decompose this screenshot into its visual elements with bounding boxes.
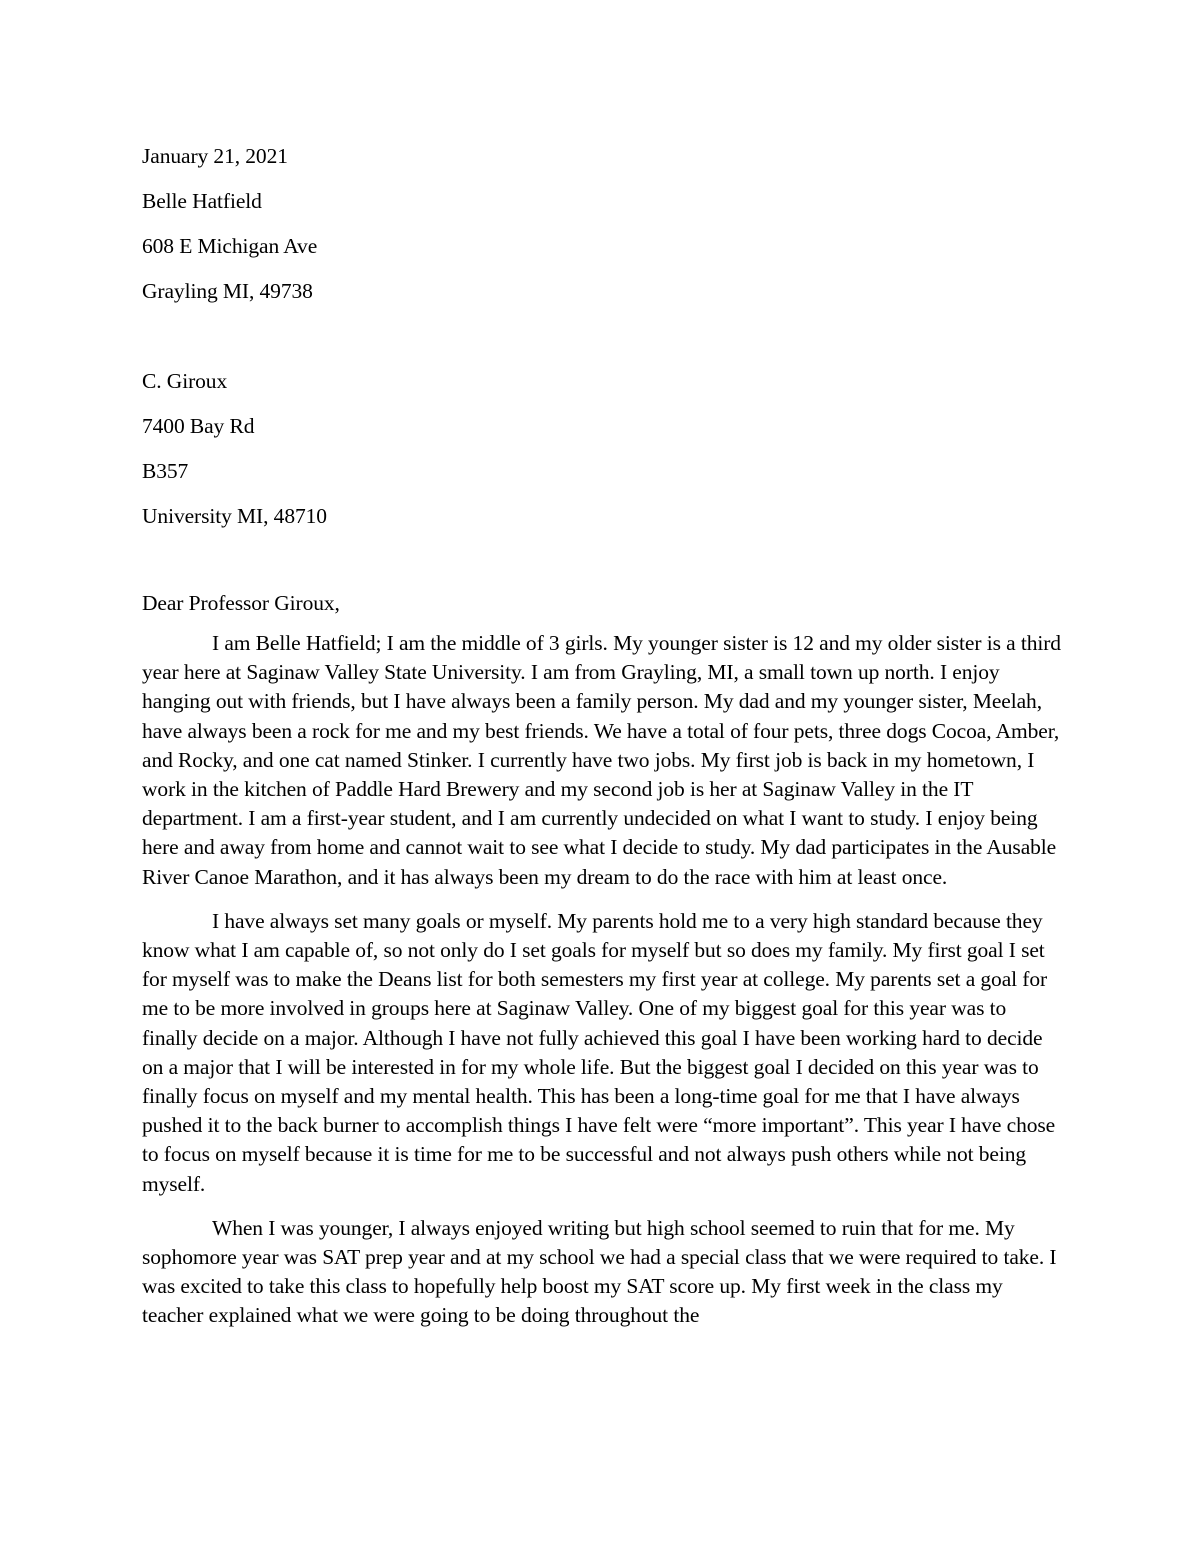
recipient-street: 7400 Bay Rd xyxy=(142,414,255,438)
letter-body xyxy=(142,140,1062,1346)
salutation: Dear Professor Giroux, xyxy=(142,591,340,615)
letter-date: January 21, 2021 xyxy=(142,144,288,168)
recipient-block xyxy=(142,365,1062,587)
sender-name: Belle Hatfield xyxy=(142,189,262,213)
paragraph-writing-history: When I was younger, I always enjoyed writing but high school seemed to ruin that for me. My sophomore year was SAT prep year and at my school we had a special class that we were required to take. I was excited to take this class to hopefully help boost my SAT score up. My first week in the class my teacher explained what we were going to be doing throughout the xyxy=(142,1215,1057,1328)
sender-block xyxy=(142,140,1062,365)
sender-city: Grayling MI, 49738 xyxy=(142,279,313,303)
recipient-city: University MI, 48710 xyxy=(142,504,327,528)
recipient-name: C. Giroux xyxy=(142,369,228,393)
sender-street: 608 E Michigan Ave xyxy=(142,234,318,258)
paragraph-goals: I have always set many goals or myself. My parents hold me to a very high standard because they know what I am capable of, so not only do I set goals for myself but so does my family. My first goal I set for myself was to make the Deans list for both semesters my first year at college. My parents set a goal for me to be more involved in groups here at Saginaw Valley. One of my biggest goal for this year was to finally decide on a major. Although I have not fully achieved this goal I have been working hard to decide on a major that I will be interested in for my whole life. But the biggest goal I decided on this year was to finally focus on myself and my mental health. This has been a long-time goal for me that I have always pushed it to the back burner to accomplish things I have felt were “more important”. This year I have chose to focus on myself because it is time for me to be successful and not always push others while not being myself. xyxy=(142,908,1056,1196)
recipient-room: B357 xyxy=(142,459,189,483)
paragraph-introduction: I am Belle Hatfield; I am the middle of 3 girls. My younger sister is 12 and my older sister is a third year here at Saginaw Valley State University. I am from Grayling, MI, a small town up north. I enjoy hanging out with friends, but I have always been a family person. My dad and my younger sister, Meelah, have always been a rock for me and my best friends. We have a total of four pets, three dogs Cocoa, Amber, and Rocky, and one cat named Stinker. I currently have two jobs. My first job is back in my hometown, I work in the kitchen of Paddle Hard Brewery and my second job is her at Saginaw Valley in the IT department. I am a first-year student, and I am currently undecided on what I want to study. I enjoy being here and away from home and cannot wait to see what I decide to study. My dad participates in the Ausable River Canoe Marathon, and it has always been my dream to do the race with him at least once. xyxy=(142,631,1061,889)
